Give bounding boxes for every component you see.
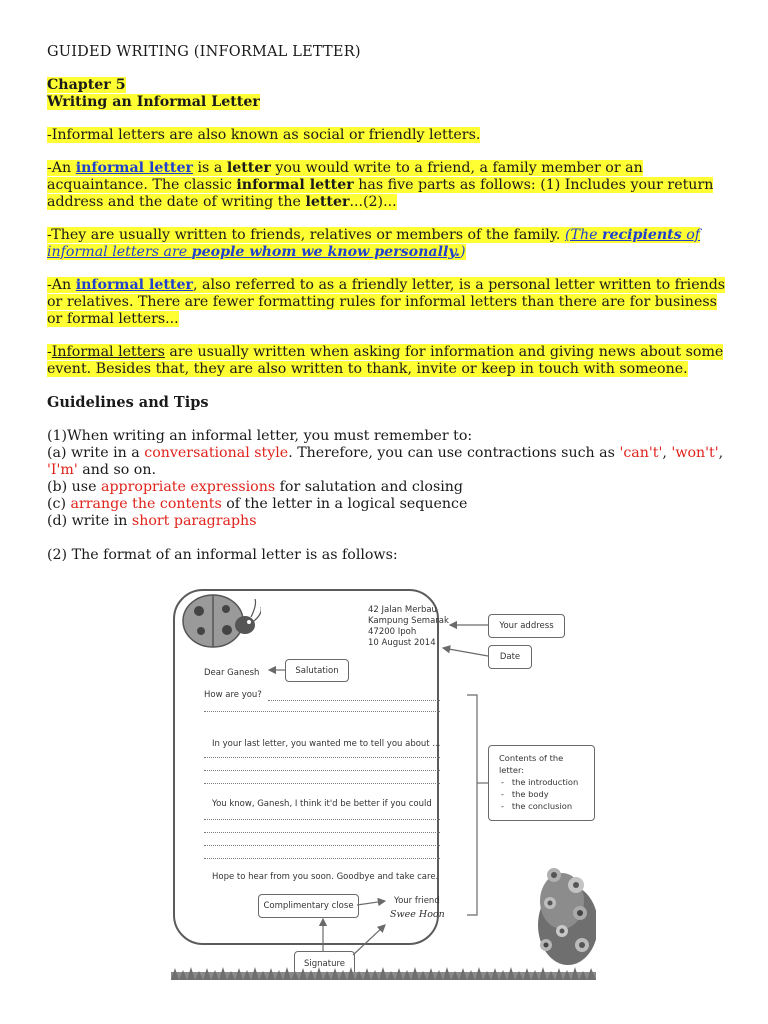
- sender-address: 42 Jalan Merbau Kampung Semarak 47200 Ipoh 10 August 2014: [368, 605, 449, 648]
- your-address-label: Your address: [488, 614, 565, 638]
- tip-c: (c) arrange the contents of the letter in a logical sequence: [47, 496, 468, 512]
- complimentary-close-label: Complimentary close: [258, 894, 359, 918]
- informal-letter-link-2[interactable]: informal letter: [75, 277, 193, 293]
- chapter-title: Writing an Informal Letter: [47, 94, 260, 110]
- informal-letter-link[interactable]: informal letter: [75, 160, 193, 176]
- date-label: Date: [488, 645, 532, 669]
- informal-letters-underlined: Informal letters: [51, 344, 165, 360]
- document-body: [47, 44, 727, 564]
- your-friend-text: Your friend: [394, 896, 440, 906]
- tips-list: [47, 428, 727, 564]
- paragraph-5: -Informal letters are usually written when asking for information and giving news about some event. Besides that, they are also written to thank, invite or keep in touch with someone.: [47, 344, 724, 377]
- letter-format-figure: [171, 583, 596, 980]
- tip-d: (d) write in short paragraphs: [47, 513, 257, 529]
- recipients-link[interactable]: recipients: [602, 227, 682, 243]
- greeting-text: How are you?: [204, 690, 262, 700]
- format-intro: (2) The format of an informal letter is as follows:: [47, 547, 398, 563]
- guidelines-heading: Guidelines and Tips: [47, 394, 209, 411]
- tip-a: (a) write in a conversational style. Therefore, you can use contractions such as 'can't', 'won't', 'I'm' and so on.: [47, 445, 724, 478]
- grass-strip: [171, 966, 596, 980]
- paragraph-4: -An informal letter, also referred to as a friendly letter, is a personal letter written to friends or relatives. There are fewer formatting rules for informal letters than there are for business or formal letters...: [47, 277, 726, 327]
- page-title: GUIDED WRITING (INFORMAL LETTER): [47, 44, 361, 60]
- chapter-heading: [47, 77, 727, 111]
- salutation-text: Dear Ganesh: [204, 668, 260, 678]
- salutation-label: Salutation: [285, 659, 349, 682]
- paragraph-3: -They are usually written to friends, relatives or members of the family. (The recipients of informal letters are people whom we know personally.): [47, 227, 701, 260]
- flower-bush-icon: [532, 841, 596, 969]
- paragraph-intro-text: In your last letter, you wanted me to tell you about ...: [212, 739, 441, 749]
- tips-intro: (1)When writing an informal letter, you must remember to:: [47, 428, 473, 444]
- people-we-know-link[interactable]: people whom we know personally.: [191, 244, 460, 260]
- paragraph-2: -An informal letter is a letter you would write to a friend, a family member or an acquaintance. The classic informal letter has five parts as follows: (1) Includes your return address and the date of writing the letter...(2)...: [47, 160, 714, 210]
- signature-name: Swee Hoon: [390, 909, 445, 920]
- tip-b: (b) use appropriate expressions for salutation and closing: [47, 479, 463, 495]
- paragraph-body-text: You know, Ganesh, I think it'd be better if you could: [212, 799, 432, 809]
- contents-label: Contents of the letter: - the introduction - the body - the conclusion: [488, 745, 595, 821]
- chapter-number: Chapter 5: [47, 77, 126, 93]
- closing-text: Hope to hear from you soon. Goodbye and take care.: [212, 872, 439, 882]
- signature-label: Signature: [294, 951, 355, 976]
- paragraph-1: -Informal letters are also known as social or friendly letters.: [47, 127, 481, 143]
